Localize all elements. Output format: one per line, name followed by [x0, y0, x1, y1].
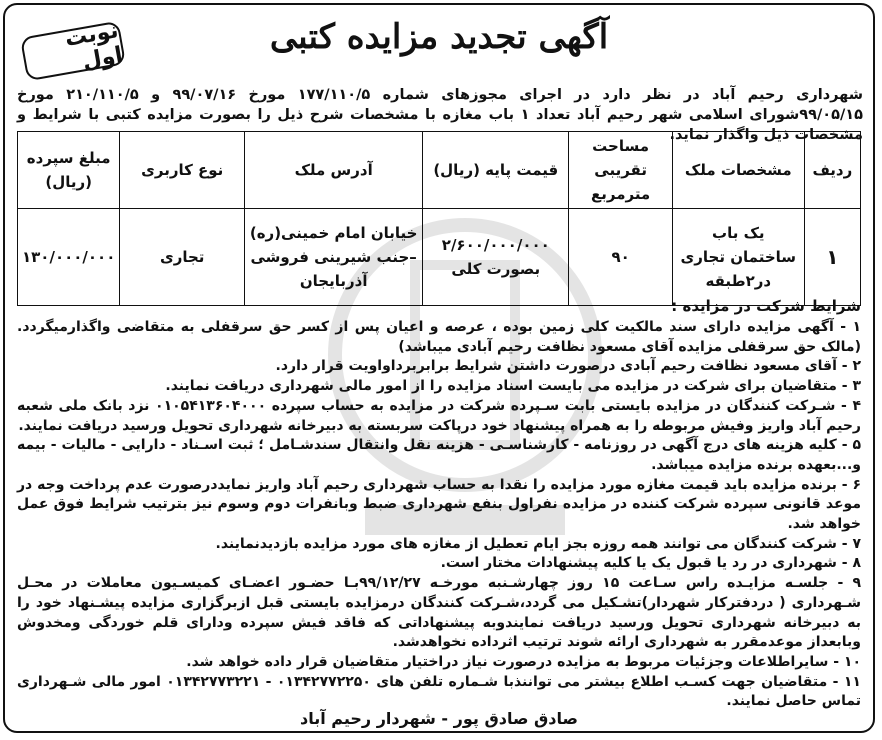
header-base-price: قیمت پایه (ریال)	[423, 132, 569, 209]
condition-item: ۶ - برنده مزایده باید قیمت مغازه مورد مزایده را نقدا به حساب شهرداری رحیم آباد واریز نمایددرصورت عدم پرداخت وجه در موعد قانونی سپرده شرکت کننده در مزایده نفراول بنفع شهرداری ضبط وبانفرات دوم وسوم نیز بترتیب شرایط فوق عمل خواهد شد.	[17, 476, 861, 533]
conditions-title: شرایط شرکت در مزایده :	[671, 297, 861, 315]
condition-item: ۷ - شرکت کنندگان می توانند همه روزه بجز ایام تعطیل از مغازه های مورد مزایده بازدیدنمایند.	[215, 535, 861, 552]
cell-address: خیابان امام خمینی(ره) –جنب شیرینی فروشی آذربایجان	[245, 209, 423, 306]
cell-spec: یک باب ساختمان تجاری در۲طبقه	[672, 209, 804, 306]
header-area: مساحت تقریبی مترمربع	[569, 132, 673, 209]
round-badge: نوبت اول	[20, 21, 126, 82]
condition-item: ۵ - کلیه هزینه های درج آگهی در روزنامه - کارشناسـی - هزینه نقل وانتقال سندشـامل ؛ ثبت اسـناد - دارایی - مالیات - بیمه و...بعهده برنده مزایده میباشد.	[17, 437, 861, 473]
signature: صادق صادق پور - شهردار رحیم آباد	[300, 709, 578, 728]
cell-area: ۹۰	[569, 209, 673, 306]
header-usage: نوع کاربری	[120, 132, 245, 209]
condition-item: ۸ - شهرداری در رد یا قبول یک یا کلیه پیشنهادات مختار است.	[440, 555, 861, 572]
conditions-list	[17, 318, 861, 712]
condition-item: ۱۰ - سایراطلاعات وجزئیات مربوط به مزایده درصورت نیاز دراختیار متقاضیان قرار داده خواهد شد.	[186, 653, 861, 670]
condition-item: ۲ - آقای مسعود نظافت رحیم آبادی درصورت داشتن شرایط برابربرداواویت قرار دارد.	[275, 358, 861, 375]
condition-item: ۳ - متقاضیان برای شرکت در مزایده می بایست اسناد مزایده را از امور مالی شهرداری دریافت نمایند.	[165, 378, 861, 395]
property-table	[17, 131, 861, 306]
cell-deposit: ۱۳۰/۰۰۰/۰۰۰	[18, 209, 120, 306]
header-deposit: مبلغ سپرده (ریال)	[18, 132, 120, 209]
condition-item: ۱ - آگهی مزایده دارای سند مالکیت کلی زمین بوده ، عرصه و اعیان پس از کسر حق سرقفلی به متقاضی واگذارمیگردد.(مالک حق سرقفلی مزایده آقای مسعود نظافت رحیم آبادی میباشد)	[17, 319, 861, 355]
header-address: آدرس ملک	[245, 132, 423, 209]
cell-usage: تجاری	[120, 209, 245, 306]
table-row	[18, 209, 861, 306]
condition-item: ۹ - جلسـه مزایـده راس سـاعت ۱۵ روز چهارشـنبه مورخـه ۹۹/۱۲/۲۷بـا حضـور اعضـای کمیسـیون معاملات در محـل شـهرداری ( دردفترکار شهردار)تشـکیل می گردد،شـرکت کنندگان درمزایده بایستی قبل ازبرگزاری مزایده پیشـنهاد خود را به دبیرخانه شهرداری تحویل ورسید دریافت نمایندوبه پیشنهاداتی که فاقد فیش سپرده ودارای قلم خوردگی ومخدوش وبابعداز موعدمقرر به شهرداری ارائه شوند ترتیب اثرداده نخواهدشد.	[17, 575, 861, 651]
notice-title: آگهی تجدید مزایده کتبی	[269, 17, 609, 57]
table-header-row	[18, 132, 861, 209]
header-index: ردیف	[804, 132, 860, 209]
condition-item: ۴ - شـرکت کنندگان در مزایده بایستی بابت سـپرده شرکت در مزایده به حساب سپرده ۰۱۰۵۴۱۳۶۰۴۰۰۰ نزد بانک ملی شعبه رحیم آباد واریز وفیش مربوطه را به همراه پیشنهاد خود درپاکت سربسته به دبیرخانه شهرداری تحویل ورسید دریافت نمایند.	[17, 397, 861, 434]
header-spec: مشخصات ملک	[672, 132, 804, 209]
condition-item: ۱۱ - متقاضیان جهت کسـب اطلاع بیشتر می تواننذبا شـماره تلفن های ۰۱۳۴۲۷۷۲۲۵۰ - ۰۱۳۴۲۷۷۳۲۲۱ امور مالی شـهرداری تماس حاصل نمایند.	[17, 673, 861, 710]
notice-frame	[3, 3, 875, 733]
intro-paragraph: شهرداری رحیم آباد در نظر دارد در اجرای مجوزهای شماره ۱۷۷/۱۱۰/۵ مورخ ۹۹/۰۷/۱۶ و ۲۱۰/۱۱۰/۵ مورخ ۹۹/۰۵/۱۵شورای اسلامی شهر رحیم آباد تعداد ۱ باب مغازه با مشخصات شرح ذیل را بصورت مزایده کتبی با شرایط و مشخصات ذیل واگذار نماید.	[17, 87, 864, 143]
cell-base-price: ۲/۶۰۰/۰۰۰/۰۰۰ بصورت کلی	[423, 209, 569, 306]
cell-index: ۱	[804, 209, 860, 306]
